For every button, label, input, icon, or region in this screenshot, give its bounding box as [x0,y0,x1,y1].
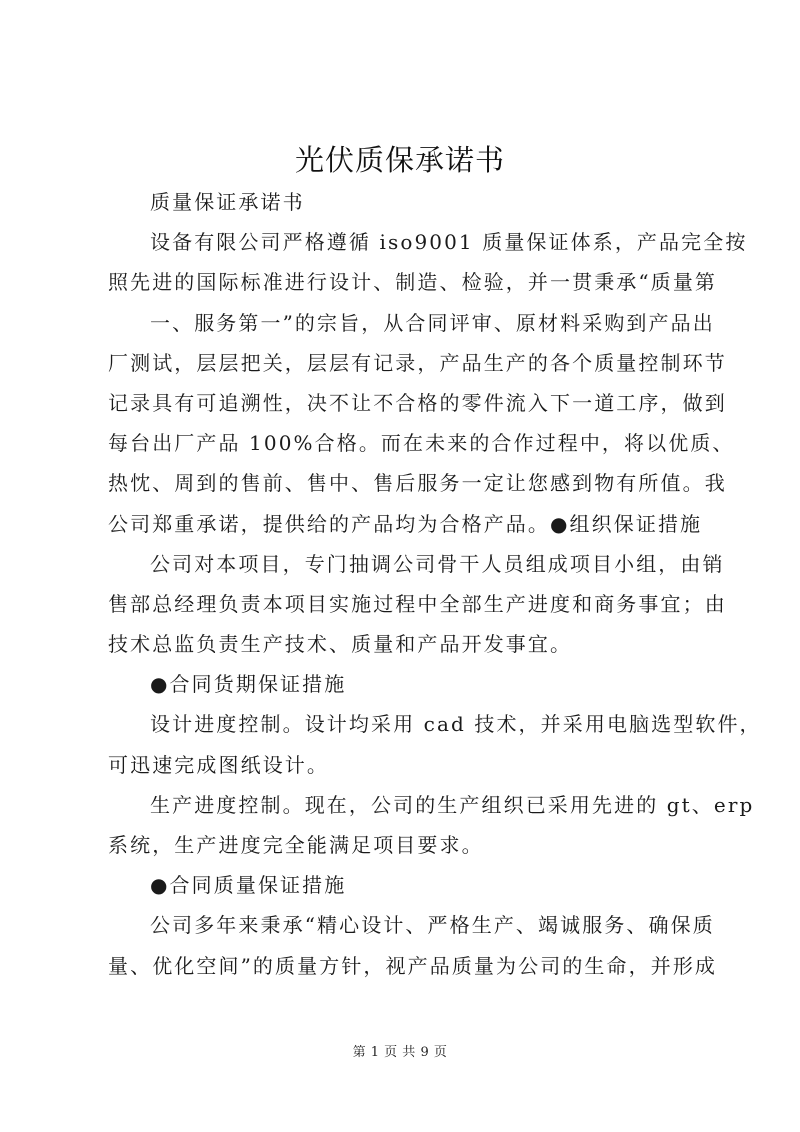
text-line: 记录具有可追溯性，决不让不合格的零件流入下一道工序，做到 [108,390,727,415]
text-line: 售部总经理负责本项目实施过程中全部生产进度和商务事宜；由 [108,591,727,616]
text-line: 生产进度控制。现在，公司的生产组织已采用先进的 gt、erp [150,792,755,817]
text-line: 公司郑重承诺，提供给的产品均为合格产品。●组织保证措施 [108,511,703,536]
text-line: 一、服务第一”的宗旨，从合同评审、原材料采购到产品出 [150,310,715,335]
document-body [108,182,762,986]
text-line: 每台出厂产品 100%合格。而在未来的合作过程中，将以优质、 [108,431,735,456]
text-line: 质量保证承诺书 [150,190,305,214]
text-line: 照先进的国际标准进行设计、制造、检验，并一贯秉承“质量第 [108,270,718,295]
text-line: 可迅速完成图纸设计。 [108,752,329,777]
section-heading: ●合同质量保证措施 [150,873,347,898]
text-line: 设计进度控制。设计均采用 cad 技术，并采用电脑选型软件， [150,712,762,737]
text-line: 厂测试，层层把关，层层有记录，产品生产的各个质量控制环节 [108,350,727,375]
section-heading: ●合同货期保证措施 [150,672,347,697]
text-line: 设备有限公司严格遵循 iso9001 质量保证体系，产品完全按 [150,230,748,255]
text-line: 系统，生产进度完全能满足项目要求。 [108,833,484,857]
document-title: 光伏质保承诺书 [294,143,505,177]
text-line: 技术总监负责生产技术、质量和产品开发事宜。 [108,632,573,657]
text-line: 热忱、周到的售前、售中、售后服务一定让您感到物有所值。我 [108,471,727,496]
page-number-footer: 第 1 页 共 9 页 [352,1045,448,1060]
text-line: 公司多年来秉承“精心设计、严格生产、竭诚服务、确保质 [150,913,715,938]
text-line: 量、优化空间”的质量方针，视产品质量为公司的生命，并形成 [108,953,718,978]
text-line: 公司对本项目，专门抽调公司骨干人员组成项目小组，由销 [150,551,725,576]
